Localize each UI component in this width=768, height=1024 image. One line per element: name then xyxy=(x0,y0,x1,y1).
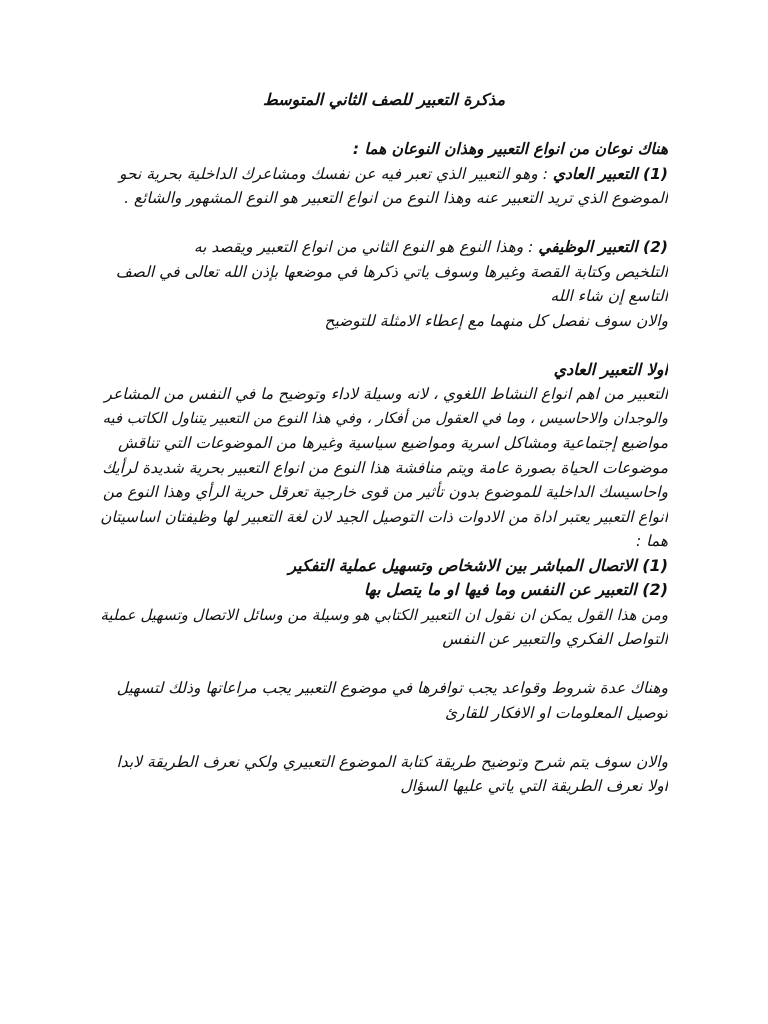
function-1: (1) الاتصال المباشر بين الاشخاص وتسهيل عملية التفكير xyxy=(288,555,668,575)
section1-line: انواع التعبير يعتبر اداة من الادوات ذات التوصيل الجيد لان لغة التعبير لها وظيفتان اساسيتان xyxy=(100,507,668,526)
blank-line xyxy=(100,652,668,677)
closing-line-1: والان سوف يتم شرح وتوضيح طريقة كتابة الموضوع التعبيري ولكي نعرف الطريقة لابدا xyxy=(116,752,668,771)
conclusion-line-1: ومن هذا القول يمكن ان نقول ان التعبير الكتابي هو وسيلة من وسائل الاتصال وتسهيل عملية xyxy=(100,605,668,624)
section1-line: مواضيع إجتماعية ومشاكل اسرية ومواضيع سياسية وغيرها من الموضوعات التي تناقش xyxy=(118,434,668,452)
document-page xyxy=(100,88,668,799)
blank-line xyxy=(100,333,668,358)
closing-line-2: اولا نعرف الطريقة التي ياتي عليها السؤال xyxy=(400,777,668,795)
type2-line-1 xyxy=(100,235,668,260)
type1-line-1 xyxy=(100,162,668,187)
blank-line xyxy=(100,113,668,138)
type2-label: (2) التعبير الوظيفي xyxy=(538,238,668,256)
type1-definition: : وهو التعبير الذي تعبر فيه عن نفسك ومشاعرك الداخلية بحرية نحو xyxy=(119,164,553,183)
conclusion-line-2: التواصل الفكري والتعبير عن النفس xyxy=(442,630,668,648)
rules-line-1: وهناك عدة شروط وقواعد يجب توافرها في موضوع التعبير يجب مراعاتها وذلك لتسهيل xyxy=(116,679,668,697)
type1-line-2: الموضوع الذي تريد التعبير عنه وهذا النوع من انواع التعبير هو النوع المشهور والشائع . xyxy=(124,189,668,207)
type1-label: (1) التعبير العادي xyxy=(552,164,668,183)
section1-line: موضوعات الحياة بصورة عامة ويتم منافشة هذا النوع من انواع التعبير بحرية شديدة لرأيك xyxy=(102,458,668,477)
section1-line: واحاسيسك الداخلية للموضوع بدون تأثير من قوى خارجية تعرقل حرية الرأي وهذا النوع من xyxy=(102,483,668,501)
rules-line-2: توصيل المعلومات او الافكار للقارئ xyxy=(445,703,668,722)
document-title: مذكرة التعبير للصف الثاني المتوسط xyxy=(262,90,506,109)
type2-line-3: التاسع إن شاء الله xyxy=(550,287,668,305)
function-2: (2) التعبير عن النفس وما فيها او ما يتصل بها xyxy=(363,580,668,599)
section1-line: التعبير من اهم انواع النشاط اللغوي ، لانه وسيلة لاداء وتوضيح ما في النفس من المشاعر xyxy=(104,385,668,403)
blank-line xyxy=(100,211,668,236)
type2-line-2: التلخيص وكتابة القصة وغيرها وسوف ياتي ذكرها في موضعها بإذن الله تعالى في الصف xyxy=(115,262,668,281)
intro-line: هناك نوعان من انواع التعبير وهذان النوعان هما : xyxy=(352,140,668,158)
section1-line: والوجدان والاحاسيس ، وما في العقول من أفكار ، وفي هذا النوع من التعبير يتناول الكاتب فيه xyxy=(102,409,668,427)
type2-line-4: والان سوف نفصل كل منهما مع إعطاء الامثلة للتوضيح xyxy=(324,311,668,330)
type2-definition: : وهذا النوع هو النوع الثاني من انواع التعبير ويقصد به xyxy=(193,238,539,256)
section1-heading: اولا التعبير العادي xyxy=(553,359,668,379)
section1-line: هما : xyxy=(635,532,668,550)
blank-line xyxy=(100,725,668,750)
